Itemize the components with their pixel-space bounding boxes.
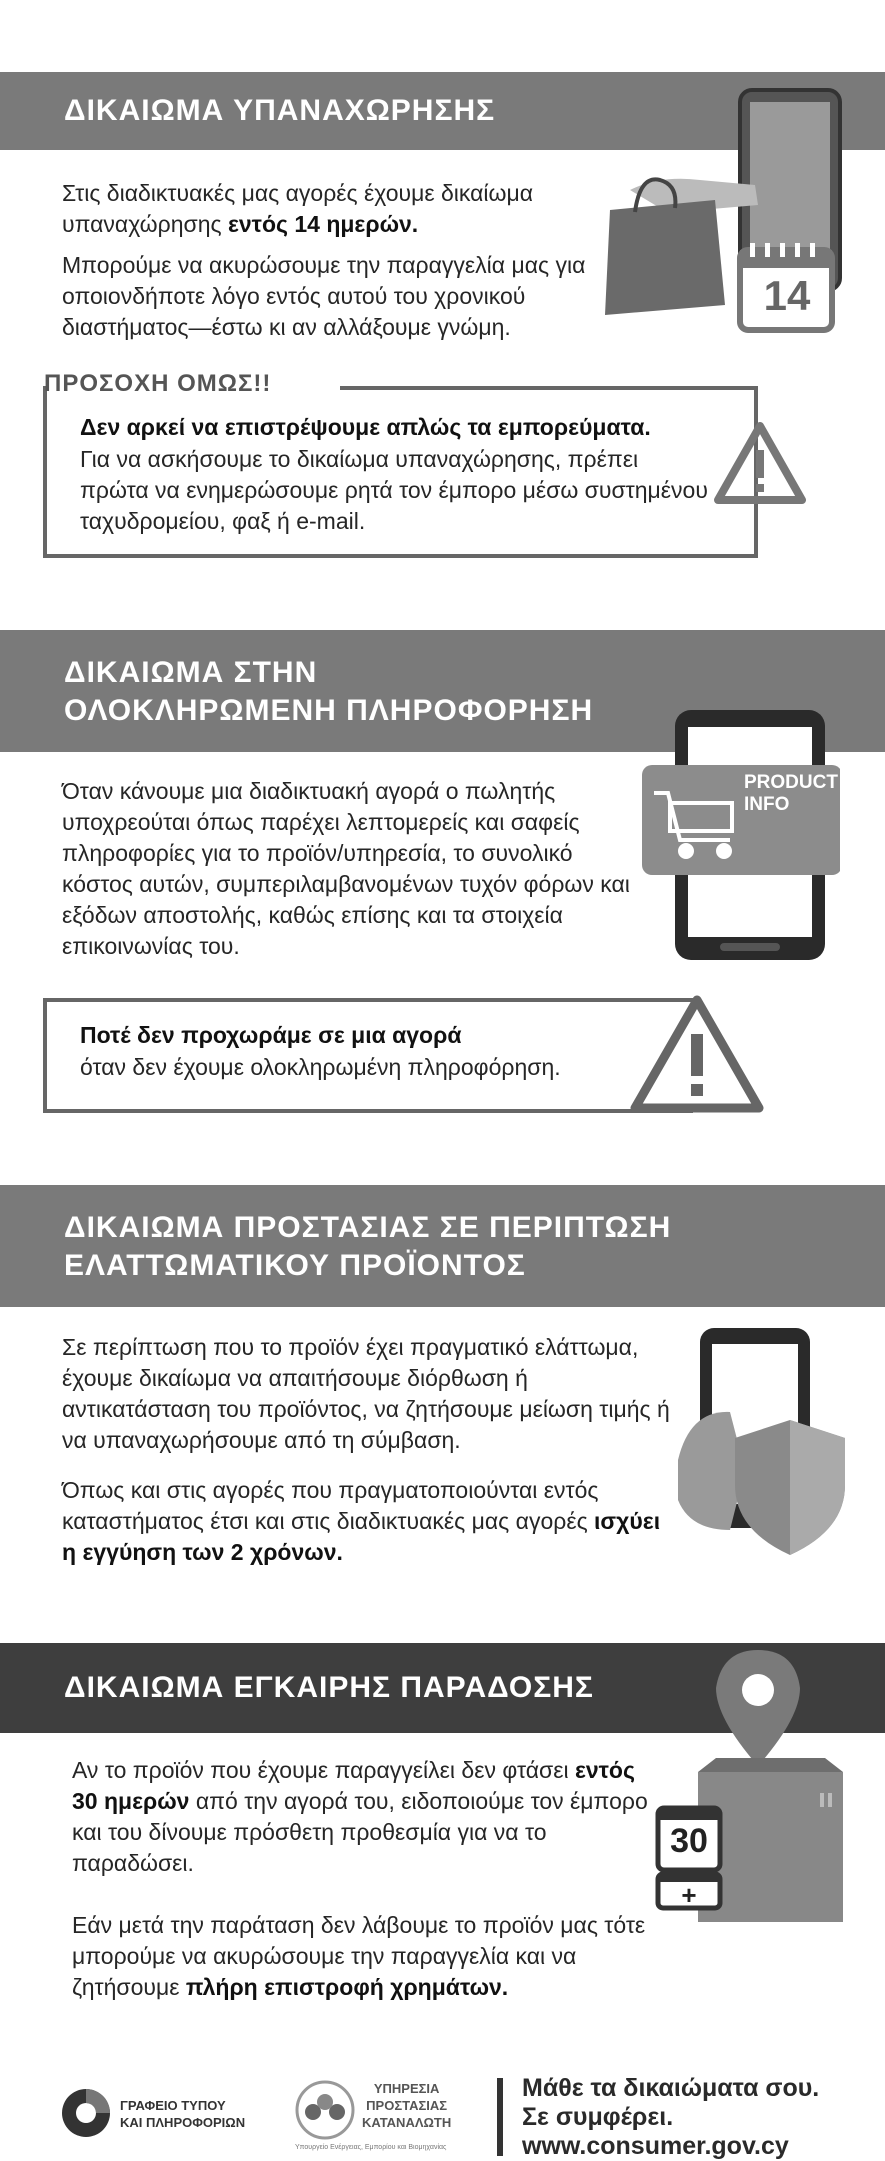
calendar-plus: + [681, 1880, 697, 1910]
section4-paragraph1: Αν το προϊόν που έχουμε παραγγείλει δεν φτάσει εντός 30 ημερών από την αγορά του, ειδοποιούμε τον έμπορο και του δίνουμε πρόσθετη προθεσμία για να το παραδώσει. [72, 1757, 648, 1876]
section1-title: ΔΙΚΑΙΩΜΑ ΥΠΑΝΑΧΩΡΗΣΗΣ [64, 94, 496, 127]
section1-paragraph2: Μπορούμε να ακυρώσουμε την παραγγελία μας για οποιονδήποτε λόγο εντός αυτού του χρονικού διαστήματος—έστω κι αν αλλάξουμε γνώμη. [62, 252, 586, 340]
warning-triangle-icon [712, 420, 808, 506]
calendar-number-30: 30 [670, 1822, 708, 1860]
consumer-protection-logo-icon [295, 2080, 355, 2140]
consumer-protection-logo-subtitle: Υπουργείο Ενέργειας, Εμπορίου και Βιομηχανίας [295, 2144, 447, 2151]
section4-title: ΔΙΚΑΙΩΜΑ ΕΓΚΑΙΡΗΣ ΠΑΡΑΔΟΣΗΣ [64, 1671, 594, 1704]
section2-paragraph: Όταν κάνουμε μια διαδικτυακή αγορά ο πωλητής υποχρεούται όπως παρέχει λεπτομερείς και σαφείς πληροφορίες για το προϊόν/υπηρεσία, το συνολικό κόστος αυτών, συμπεριλαμβανομένων τυχόν φόρων και εξόδων αποστολής, καθώς επίσης και τα στοιχεία επικοινωνίας του. [62, 778, 630, 959]
shield-phone-illustration [670, 1320, 870, 1570]
website-link[interactable]: www.consumer.gov.cy [522, 2132, 789, 2160]
warning-box-2-bold: Ποτέ δεν προχωράμε σε μια αγορά [80, 1022, 462, 1048]
slogan-line1: Μάθε τα δικαιώματα σου. [522, 2074, 820, 2102]
section3-title-line2: ΕΛΑΤΤΩΜΑΤΙΚΟΥ ΠΡΟΪΟΝΤΟΣ [64, 1249, 526, 1282]
warning-box-1-topline [340, 386, 758, 390]
section3-paragraph2: Όπως και στις αγορές που πραγματοποιούνται εντός καταστήματος έτσι και στις διαδικτυακές μας αγορές ισχύει η εγγύηση των 2 χρόνων. [62, 1477, 661, 1565]
press-office-logo-icon [60, 2087, 112, 2139]
footer-slogan [522, 2074, 819, 2161]
section2-title-line1: ΔΙΚΑΙΩΜΑ ΣΤΗΝ [64, 656, 318, 689]
footer-divider [497, 2078, 503, 2156]
warning-box-2-text: όταν δεν έχουμε ολοκληρωμένη πληροφόρηση. [80, 1054, 561, 1080]
warning-label: ΠΡΟΣΟΧΗ ΟΜΩΣ!! [44, 370, 272, 397]
section1-paragraph1: Στις διαδικτυακές μας αγορές έχουμε δικαίωμα υπαναχώρησης εντός 14 ημερών. [62, 180, 534, 237]
section3-paragraph1: Σε περίπτωση που το προϊόν έχει πραγματικό ελάττωμα, έχουμε δικαίωμα να απαιτήσουμε διόρθωση ή αντικατάσταση του προϊόντος, να ζητήσουμε μείωση τιμής ή να υπαναχωρήσουμε από τη σύμβαση. [62, 1334, 670, 1453]
section3-title-line1: ΔΙΚΑΙΩΜΑ ΠΡΟΣΤΑΣΙΑΣ ΣΕ ΠΕΡΙΠΤΩΣΗ [64, 1211, 672, 1244]
section3-header [0, 1185, 885, 1307]
product-info-label: PRODUCT INFO [744, 772, 838, 815]
warning-box-1-text: Για να ασκήσουμε το δικαίωμα υπαναχώρησης, πρέπει πρώτα να ενημερώσουμε ρητά τον έμπορο μέσω συστημένου ταχυδρομείου, φαξ ή e-mail. [80, 446, 708, 534]
warning-box-1-bold: Δεν αρκεί να επιστρέψουμε απλώς τα εμπορεύματα. [80, 414, 651, 440]
product-info-phone-illustration [640, 705, 840, 965]
location-pin-icon [716, 1650, 800, 1766]
section4-paragraph2: Εάν μετά την παράταση δεν λάβουμε το προϊόν μας τότε μπορούμε να ακυρώσουμε την παραγγελία και να ζητήσουμε πλήρη επιστροφή χρημάτων. [72, 1912, 646, 2000]
calendar-number-14: 14 [763, 272, 811, 319]
slogan-line2: Σε συμφέρει. [522, 2103, 674, 2131]
section2-title-line2: ΟΛΟΚΛΗΡΩΜΕΝΗ ΠΛΗΡΟΦΟΡΗΣΗ [64, 694, 594, 727]
press-office-logo-text: ΓΡΑΦΕΙΟ ΤΥΠΟΥ ΚΑΙ ΠΛΗΡΟΦΟΡΙΩΝ [120, 2098, 246, 2130]
warning-triangle-icon [627, 992, 767, 1116]
consumer-protection-logo-text: ΥΠΗΡΕΣΙΑ ΠΡΟΣΤΑΣΙΑΣ ΚΑΤΑΝΑΛΩΤΗ [362, 2081, 452, 2130]
